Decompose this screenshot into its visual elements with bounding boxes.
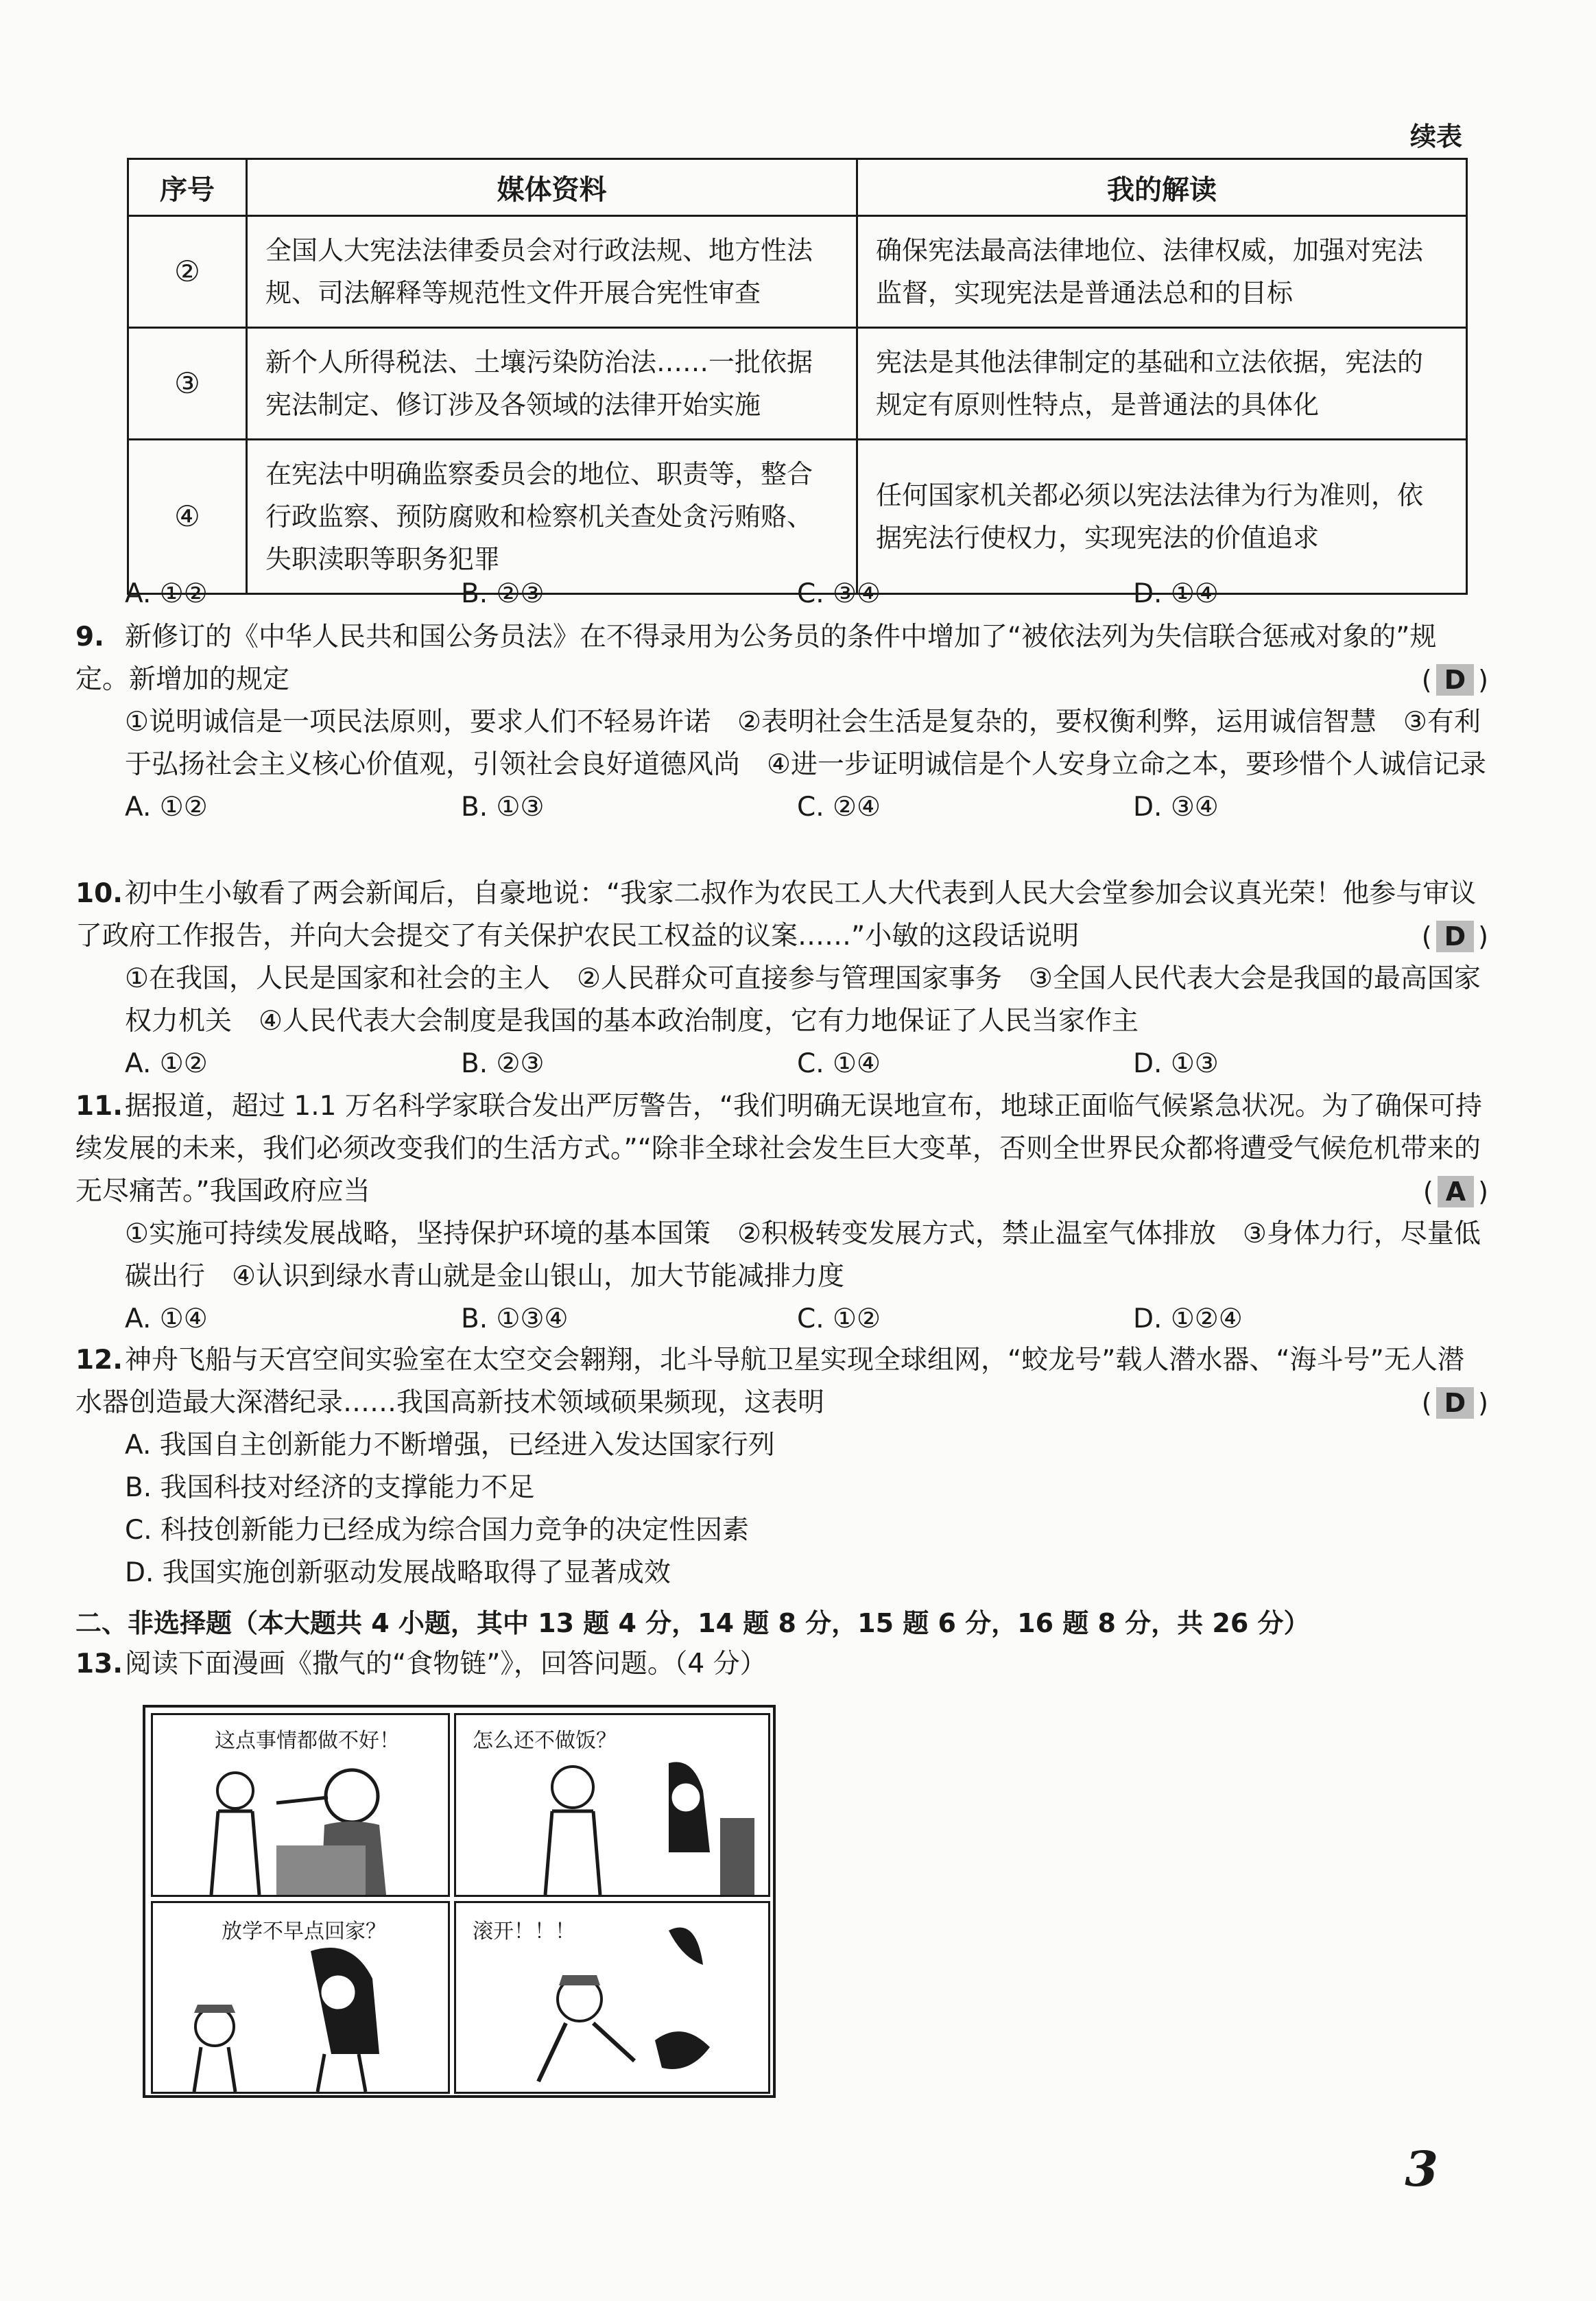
question-stem: 据报道，超过 1.1 万名科学家联合发出严厉警告，“我们明确无误地宣布，地球正面临气候紧急状况。为了确保可持续发展的未来，我们必须改变我们的生活方式。”“除非全球社会发生巨大变革，否则全世界民众都将遭受气候危机带来的无尽痛苦。”我国政府应当 bbox=[75, 1091, 1483, 1207]
speech-bubble: 滚开！！！ bbox=[466, 1911, 582, 1947]
question-13 bbox=[75, 1643, 1488, 1686]
question-10 bbox=[75, 873, 1488, 1085]
question-items: ①实施可持续发展战略，坚持保护环境的基本国策 ②积极转变发展方式，禁止温室气体排放 ③身体力行，尽量低碳出行 ④认识到绿水青山就是金山银山，加大节能减排力度 bbox=[125, 1218, 1481, 1292]
option: D. ①②④ bbox=[1133, 1303, 1243, 1334]
question-number: 13. bbox=[75, 1649, 123, 1679]
answer-mark: ( D ) bbox=[1421, 665, 1488, 695]
speech-bubble: 放学不早点回家？ bbox=[215, 1911, 393, 1947]
option: C. ①④ bbox=[797, 1048, 881, 1079]
comic-panel-3 bbox=[151, 1901, 450, 2094]
comic-panel-4 bbox=[454, 1901, 770, 2094]
option: C. ①② bbox=[797, 1303, 881, 1334]
question-9 bbox=[75, 616, 1488, 829]
continued-label: 续表 bbox=[1409, 121, 1462, 152]
comic-panel-1 bbox=[151, 1713, 450, 1897]
option: B. ②③ bbox=[461, 578, 545, 609]
question-number: 12. bbox=[75, 1345, 123, 1376]
choice: D. 我国实施创新驱动发展战略取得了显著成效 bbox=[125, 1557, 671, 1588]
question-stem: 初中生小敏看了两会新闻后，自豪地说：“我家二叔作为农民工人大代表到人民大会堂参加会议真光荣！他参与审议了政府工作报告，并向大会提交了有关保护农民工权益的议案……”小敏的这段话说明 bbox=[75, 878, 1477, 952]
section-note: （本大题共 4 小题，其中 13 题 4 分，14 题 8 分，15 题 6 分，16 题 8 分，共 26 分） bbox=[232, 1608, 1310, 1638]
section-heading bbox=[75, 1602, 1310, 1640]
question-stem: 阅读下面漫画《撒气的“食物链”》，回答问题。（4 分） bbox=[125, 1649, 767, 1679]
table-header-row bbox=[128, 159, 1467, 216]
media-table bbox=[127, 158, 1468, 595]
choice: C. 科技创新能力已经成为综合国力竞争的决定性因素 bbox=[125, 1515, 750, 1546]
table-row bbox=[128, 216, 1467, 328]
answer-letter: A bbox=[1438, 1176, 1474, 1207]
option: D. ③④ bbox=[1133, 792, 1219, 823]
row-index: ④ bbox=[128, 440, 247, 594]
answer-mark: ( D ) bbox=[1421, 1388, 1488, 1418]
option: A. ①② bbox=[125, 1048, 208, 1079]
question-items: ①在我国，人民是国家和社会的主人 ②人民群众可直接参与管理国家事务 ③全国人民代表大会是我国的最高国家权力机关 ④人民代表大会制度是我国的基本政治制度，它有力地保证了人民当家作主 bbox=[125, 963, 1481, 1037]
option: D. ①③ bbox=[1133, 1048, 1219, 1079]
answer-letter: D bbox=[1436, 664, 1475, 696]
question-number: 11. bbox=[75, 1091, 123, 1122]
header-media: 媒体资料 bbox=[247, 159, 857, 216]
comic-panel-2 bbox=[454, 1713, 770, 1897]
option: B. ①③④ bbox=[461, 1303, 569, 1334]
choice: A. 我国自主创新能力不断增强，已经进入发达国家行列 bbox=[125, 1430, 775, 1461]
option: C. ②④ bbox=[797, 792, 881, 823]
answer-mark: ( A ) bbox=[1422, 1177, 1488, 1207]
page-number: 3 bbox=[1405, 2140, 1438, 2197]
question-11 bbox=[75, 1085, 1488, 1341]
speech-bubble: 这点事情都做不好！ bbox=[208, 1721, 407, 1756]
question-items: ①说明诚信是一项民法原则，要求人们不轻易许诺 ②表明社会生活是复杂的，要权衡利弊，运用诚信智慧 ③有利于弘扬社会主义核心价值观，引领社会良好道德风尚 ④进一步证明诚信是个人安身立命之本，要珍惜个人诚信记录 bbox=[125, 707, 1486, 780]
answer-mark: ( D ) bbox=[1421, 921, 1488, 952]
table-row bbox=[128, 328, 1467, 440]
row-reading: 确保宪法最高法律地位、法律权威，加强对宪法监督，实现宪法是普通法总和的目标 bbox=[857, 216, 1467, 328]
option: C. ③④ bbox=[797, 578, 881, 609]
section-title: 二、非选择题 bbox=[75, 1608, 233, 1638]
answer-letter: D bbox=[1436, 921, 1475, 952]
question-stem: 神舟飞船与天宫空间实验室在太空交会翱翔，北斗导航卫星实现全球组网，“蛟龙号”载人潜水器、“海斗号”无人潜水器创造最大深潜纪录……我国高新技术领域硕果频现，这表明 bbox=[75, 1345, 1464, 1418]
question-stem: 新修订的《中华人民共和国公务员法》在不得录用为公务员的条件中增加了“被依法列为失信联合惩戒对象的”规定。新增加的规定 bbox=[75, 622, 1437, 695]
table-row bbox=[128, 440, 1467, 594]
option: A. ①② bbox=[125, 792, 208, 823]
row-reading: 任何国家机关都必须以宪法法律为行为准则，依据宪法行使权力，实现宪法的价值追求 bbox=[857, 440, 1467, 594]
row-media: 新个人所得税法、土壤污染防治法……一批依据宪法制定、修订涉及各领域的法律开始实施 bbox=[247, 328, 857, 440]
header-reading: 我的解读 bbox=[857, 159, 1467, 216]
option: D. ①④ bbox=[1133, 578, 1219, 609]
option: B. ②③ bbox=[461, 1048, 545, 1079]
row-index: ② bbox=[128, 216, 247, 328]
row-reading: 宪法是其他法律制定的基础和立法依据，宪法的规定有原则性特点，是普通法的具体化 bbox=[857, 328, 1467, 440]
row-media: 在宪法中明确监察委员会的地位、职责等，整合行政监察、预防腐败和检察机关查处贪污贿赂、失职渎职等职务犯罪 bbox=[247, 440, 857, 594]
row-media: 全国人大宪法法律委员会对行政法规、地方性法规、司法解释等规范性文件开展合宪性审查 bbox=[247, 216, 857, 328]
comic-strip bbox=[143, 1705, 776, 2098]
question-number: 10. bbox=[75, 878, 123, 909]
option: B. ①③ bbox=[461, 792, 545, 823]
option: A. ①④ bbox=[125, 1303, 208, 1334]
row-index: ③ bbox=[128, 328, 247, 440]
q8-options bbox=[75, 573, 1488, 615]
question-number: 9. bbox=[75, 622, 104, 652]
question-12 bbox=[75, 1339, 1488, 1594]
speech-bubble: 怎么还不做饭？ bbox=[466, 1721, 623, 1756]
choice: B. 我国科技对经济的支撑能力不足 bbox=[125, 1472, 535, 1503]
option: A. ①② bbox=[125, 578, 208, 609]
header-index: 序号 bbox=[128, 159, 247, 216]
answer-letter: D bbox=[1436, 1387, 1475, 1419]
